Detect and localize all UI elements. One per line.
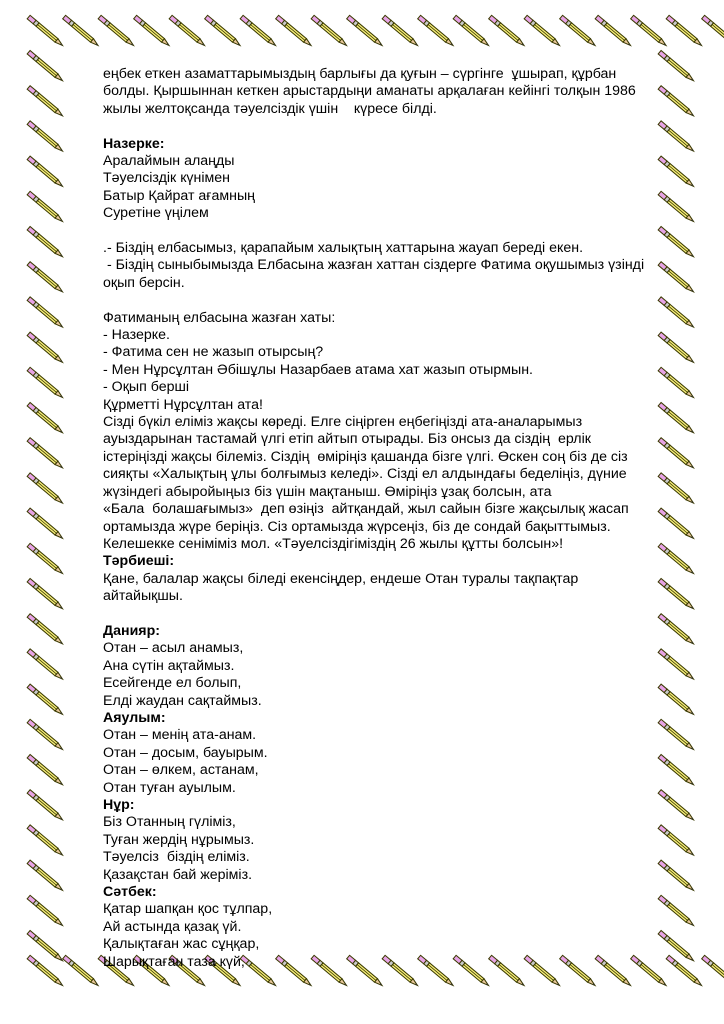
pencil-icon <box>311 15 348 47</box>
pencil-icon <box>27 684 64 716</box>
pencil-icon <box>27 508 64 540</box>
pencil-icon <box>134 15 171 47</box>
pencil-icon <box>347 15 384 47</box>
pencil-icon <box>63 15 100 47</box>
pencil-icon <box>27 790 64 822</box>
text-line: жылы желтоқсанда тәуелсіздік үшін күресе білді. <box>103 100 437 117</box>
speaker-heading: Данияр: <box>103 622 160 639</box>
text-line: Ана сүтін ақтаймыз. <box>103 657 235 674</box>
speaker-heading: Тәрбиеші: <box>103 553 175 570</box>
pencil-icon <box>524 15 561 47</box>
pencil-icon <box>631 15 668 47</box>
text-line: Отан – менің ата-анам. <box>103 727 257 744</box>
text-line: Аралаймын алаңды <box>103 153 235 170</box>
text-line: сияқты «Халықтың ұлы болғымыз келеді». Сізді ел алдындағы беделіңіз, дүние <box>103 466 627 483</box>
pencil-icon <box>27 297 64 329</box>
speaker-heading: Нұр: <box>103 797 135 813</box>
text-line: Батыр Қайрат ағамның <box>103 187 255 204</box>
pencil-icon <box>418 15 455 47</box>
pencil-icon <box>98 15 135 47</box>
text-line: айтайықшы. <box>103 588 183 605</box>
pencil-icon <box>702 955 724 987</box>
text-line: Отан туған ауылым. <box>103 779 236 796</box>
pencil-icon <box>453 15 490 47</box>
text-line: Есейгенде ел болып, <box>103 675 242 692</box>
pencil-icon <box>27 403 64 435</box>
blank-line <box>103 118 671 135</box>
text-line: Отан – асыл анамыз, <box>103 640 244 657</box>
text-line: Тәуелсіздік күнімен <box>103 170 230 187</box>
pencil-icon <box>27 649 64 681</box>
text-line: - Оқып берші <box>103 379 190 396</box>
text-line: Туған жердің нұрымыз. <box>103 831 255 848</box>
text-line: оқып берсін. <box>103 274 185 291</box>
text-line: Келешекке сеніміміз мол. «Тәуелсіздігіміздің 26 жылы құтты болсын»! <box>103 535 564 552</box>
pencil-icon <box>27 825 64 857</box>
pencil-icon <box>27 473 64 505</box>
text-line: ауыздарынан тастамай үлгі етіп айтып отырады. Біз онсыз да сіздің ерлік <box>103 431 591 448</box>
pencil-icon <box>595 15 632 47</box>
pencil-icon <box>27 755 64 787</box>
pencil-icon <box>27 895 64 927</box>
speaker-heading: Назерке: <box>103 135 165 152</box>
text-line: Ай астында қазақ үй. <box>103 918 242 935</box>
pencil-icon <box>27 51 64 83</box>
text-line: еңбек еткен азаматтарымыздың барлығы да қуғын – сүргінге ұшырап, құрбан <box>103 66 617 82</box>
text-line: Елді жаудан сақтаймыз. <box>103 692 262 709</box>
blank-line <box>103 292 671 309</box>
speaker-heading: Аяулым: <box>103 709 166 726</box>
pencil-icon <box>240 15 277 47</box>
pencil-icon <box>63 955 100 987</box>
text-line: Отан – досым, бауырым. <box>103 744 268 761</box>
text-line: - Назерке. <box>103 327 170 344</box>
text-line: істеріңізді жақсы білеміз. Сіздің өміріңіз қашанда бізге үлгі. Өскен соң біз де сіз <box>103 448 628 465</box>
text-line: Фатиманың елбасына жазған хаты: <box>103 309 336 326</box>
text-line: Біз Отанның гүліміз, <box>103 814 236 831</box>
text-line: Шарықтаған таза күй, <box>103 953 245 970</box>
text-line: Сізді бүкіл еліміз жақсы көреді. Елге сіңірген еңбегіңізді ата-аналарымыз <box>103 414 583 431</box>
text-line: Қане, балалар жақсы біледі екенсіңдер, ендеше Отан туралы тақпақтар <box>103 570 579 587</box>
pencil-icon <box>27 367 64 399</box>
text-line: Құрметті Нұрсұлтан ата! <box>103 396 263 413</box>
text-line: болды. Қыршыннан кеткен арыстардыңи аманаты арқалаған кейінгі толқын 1986 <box>103 83 636 100</box>
text-line: - Біздің сыныбымызда Елбасына жазған хаттан сіздерге Фатима оқушымыз үзінді <box>103 257 645 274</box>
pencil-icon <box>27 955 64 987</box>
pencil-icon <box>27 543 64 575</box>
text-line: «Бала болашағымыз» деп өзіңіз айтқандай, жыл сайын бізге жақсылық жасап <box>103 501 629 518</box>
pencil-icon <box>27 614 64 646</box>
pencil-icon <box>382 15 419 47</box>
pencil-icon <box>27 579 64 611</box>
pencil-icon <box>27 15 64 47</box>
pencil-icon <box>27 227 64 259</box>
text-line: .- Біздің елбасымыз, қарапайым халықтың хаттарына жауап береді екен. <box>103 240 584 257</box>
pencil-icon <box>205 15 242 47</box>
pencil-icon <box>27 121 64 153</box>
text-line: Суретіне үңілем <box>103 205 209 222</box>
blank-line <box>103 223 671 240</box>
text-line: жүзіндегі абыройыңыз біз үшін мақтаныш. Өміріңіз ұзақ болсын, ата <box>103 483 552 500</box>
text-line: Қатар шапқан қос тұлпар, <box>103 901 273 918</box>
text-line: ортамызда жүре беріңіз. Сіз ортамызда жүрсеңіз, біз де сондай бақыттымыз. <box>103 518 611 535</box>
pencil-icon <box>169 15 206 47</box>
blank-line <box>103 606 671 623</box>
pencil-icon <box>702 15 724 47</box>
pencil-icon <box>666 955 703 987</box>
text-line: - Мен Нұрсұлтан Әбішұлы Назарбаев атама хат жазып отырмын. <box>103 361 533 378</box>
pencil-icon <box>27 191 64 223</box>
text-line: Қалықтаған жас сұңқар, <box>103 936 260 953</box>
pencil-icon <box>27 438 64 470</box>
text-line: Қазақстан бай жеріміз. <box>103 866 253 883</box>
pencil-icon <box>666 15 703 47</box>
pencil-icon <box>276 15 313 47</box>
text-line: Тәуелсіз біздің еліміз. <box>103 849 250 866</box>
text-line: - Фатима сен не жазып отырсың? <box>103 344 324 361</box>
pencil-icon <box>27 262 64 294</box>
pencil-icon <box>27 156 64 188</box>
pencil-icon <box>560 15 597 47</box>
text-line: Отан – өлкем, астанам, <box>103 762 259 779</box>
pencil-icon <box>27 86 64 118</box>
pencil-icon <box>489 15 526 47</box>
pencil-icon <box>27 719 64 751</box>
speaker-heading: Сәтбек: <box>103 884 157 901</box>
document-body <box>103 66 671 971</box>
pencil-icon <box>27 860 64 892</box>
pencil-icon <box>27 332 64 364</box>
